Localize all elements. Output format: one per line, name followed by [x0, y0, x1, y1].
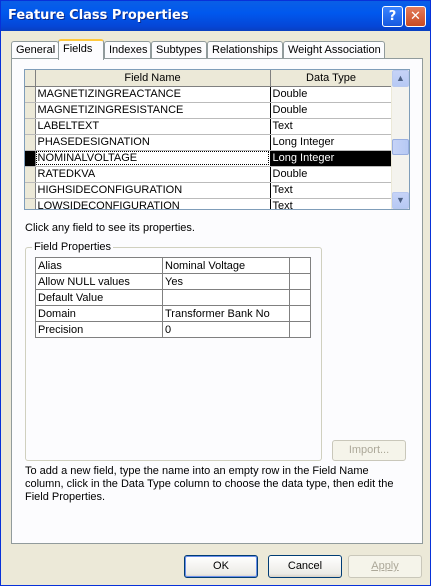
property-extra-cell	[290, 306, 311, 322]
property-row[interactable]	[36, 258, 311, 274]
property-extra-cell	[290, 274, 311, 290]
grid-hint-text: Click any field to see its properties.	[25, 222, 195, 234]
property-extra-cell	[290, 258, 311, 274]
data-type-cell[interactable]: Double	[270, 86, 392, 102]
data-type-cell[interactable]: Text	[270, 182, 392, 198]
data-type-cell[interactable]: Double	[270, 166, 392, 182]
field-name-cell[interactable]: RATEDKVA	[35, 166, 270, 182]
field-name-cell[interactable]: NOMINALVOLTAGE	[35, 150, 270, 166]
column-header-field-name[interactable]: Field Name	[35, 70, 270, 86]
property-row[interactable]	[36, 290, 311, 306]
cancel-button[interactable]: Cancel	[268, 555, 342, 578]
scroll-down-icon[interactable]: ▼	[392, 192, 409, 209]
data-type-cell[interactable]: Double	[270, 102, 392, 118]
property-value[interactable]: Yes	[163, 274, 290, 290]
tab-fields[interactable]: Fields	[58, 39, 104, 60]
field-name-cell[interactable]: HIGHSIDECONFIGURATION	[35, 182, 270, 198]
property-value[interactable]: Transformer Bank No	[163, 306, 290, 322]
help-icon[interactable]: ?	[382, 6, 403, 27]
table-row[interactable]	[25, 102, 392, 118]
property-row[interactable]	[36, 322, 311, 338]
data-type-cell[interactable]: Long Integer	[270, 150, 392, 166]
close-icon[interactable]: ✕	[405, 6, 426, 27]
data-type-cell[interactable]: Text	[270, 198, 392, 210]
scroll-thumb[interactable]	[392, 139, 409, 155]
field-properties-label: Field Properties	[34, 241, 112, 253]
table-row[interactable]	[25, 198, 392, 210]
tab-general[interactable]: General	[11, 41, 59, 58]
import-button[interactable]: Import...	[332, 440, 406, 461]
grid-corner	[25, 70, 35, 86]
property-key: Default Value	[36, 290, 163, 306]
field-name-cell[interactable]: MAGNETIZINGREACTANCE	[35, 86, 270, 102]
window-title: Feature Class Properties	[8, 8, 189, 23]
instructions-text: To add a new field, type the name into an empty row in the Field Name column, click in the Data Type column to choose the data type, then edit the Field Properties.	[25, 465, 394, 503]
fields-grid[interactable]	[24, 69, 410, 210]
property-value[interactable]: Nominal Voltage	[163, 258, 290, 274]
row-selector[interactable]	[25, 166, 35, 182]
property-extra-cell	[290, 290, 311, 306]
table-row[interactable]	[25, 134, 392, 150]
property-row[interactable]	[36, 306, 311, 322]
property-key: Alias	[36, 258, 163, 274]
row-selector[interactable]	[25, 150, 35, 166]
field-properties-table[interactable]	[35, 257, 311, 338]
property-value[interactable]: 0	[163, 322, 290, 338]
ok-button[interactable]: OK	[184, 555, 258, 578]
data-type-cell[interactable]: Long Integer	[270, 134, 392, 150]
tab-indexes[interactable]: Indexes	[104, 41, 151, 58]
property-key: Allow NULL values	[36, 274, 163, 290]
row-selector[interactable]	[25, 102, 35, 118]
apply-button[interactable]: Apply	[348, 555, 422, 578]
row-selector[interactable]	[25, 134, 35, 150]
table-row[interactable]	[25, 86, 392, 102]
row-selector[interactable]	[25, 86, 35, 102]
row-selector[interactable]	[25, 182, 35, 198]
data-type-cell[interactable]: Text	[270, 118, 392, 134]
row-selector[interactable]	[25, 198, 35, 210]
field-name-cell[interactable]: MAGNETIZINGRESISTANCE	[35, 102, 270, 118]
tab-weight-association[interactable]: Weight Association	[283, 41, 385, 58]
scroll-up-icon[interactable]: ▲	[392, 70, 409, 87]
property-extra-cell	[290, 322, 311, 338]
property-value[interactable]	[163, 290, 290, 306]
row-selector[interactable]	[25, 118, 35, 134]
tab-relationships[interactable]: Relationships	[207, 41, 283, 58]
table-row[interactable]	[25, 182, 392, 198]
column-header-data-type[interactable]: Data Type	[270, 70, 392, 86]
property-key: Precision	[36, 322, 163, 338]
grid-vertical-scrollbar[interactable]	[391, 70, 409, 209]
table-row[interactable]	[25, 166, 392, 182]
title-bar[interactable]	[1, 1, 430, 31]
field-name-cell[interactable]: LOWSIDECONFIGURATION	[35, 198, 270, 210]
property-key: Domain	[36, 306, 163, 322]
table-row[interactable]	[25, 118, 392, 134]
field-name-cell[interactable]: PHASEDESIGNATION	[35, 134, 270, 150]
field-name-cell[interactable]: LABELTEXT	[35, 118, 270, 134]
table-row-selected[interactable]	[25, 150, 392, 166]
tab-subtypes[interactable]: Subtypes	[151, 41, 207, 58]
property-row[interactable]	[36, 274, 311, 290]
